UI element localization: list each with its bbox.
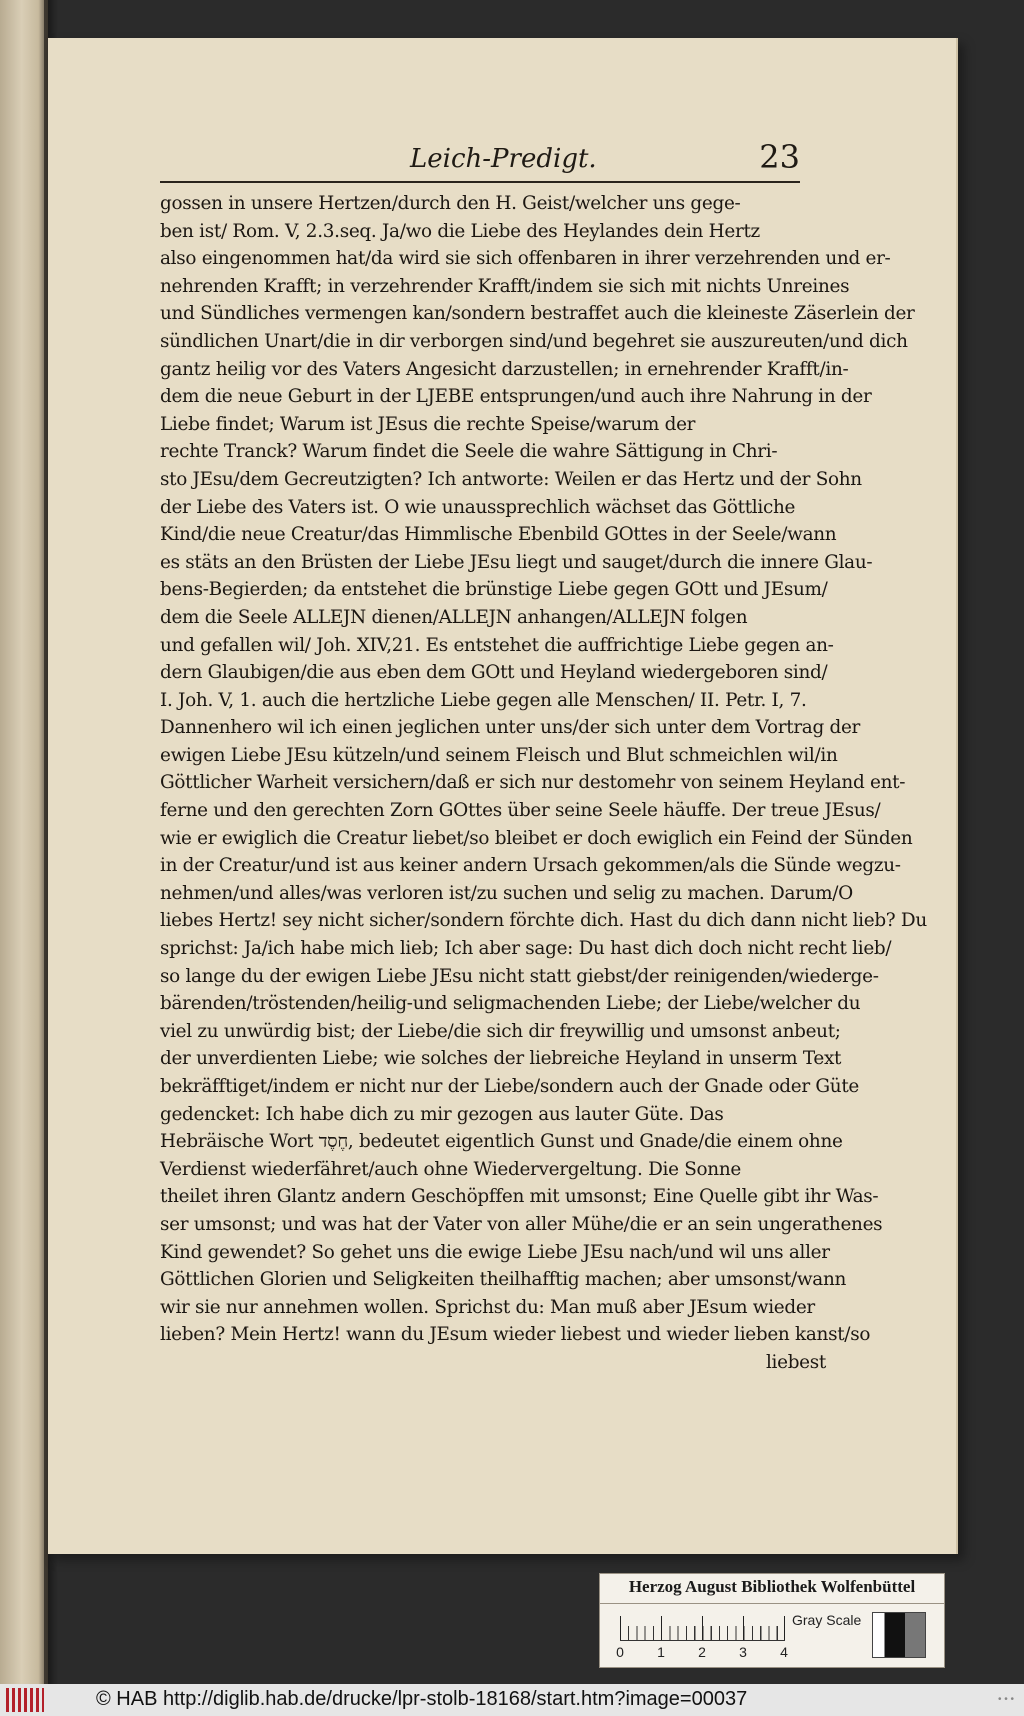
text-line: Kind/die neue Creatur/das Himmlische Ebenbild GOttes in der Seele/wann (160, 524, 837, 546)
body-text (160, 190, 927, 1377)
text-line: also eingenommen hat/da wird sie sich offenbaren in ihrer verzehrenden und er- (160, 248, 891, 270)
scale-number: 1 (657, 1644, 665, 1660)
text-line: Göttlichen Glorien und Seligkeiten theilhafftig machen; aber umsonst/wann (160, 1269, 847, 1291)
gray-scale-swatch (872, 1612, 926, 1658)
text-line: wie er ewiglich die Creatur liebet/so bleibet er doch ewiglich ein Feind der Sünden (160, 827, 913, 849)
stamp-divider (600, 1603, 944, 1604)
text-line: nehmen/und alles/was verloren ist/zu suchen und selig zu machen. Darum/O (160, 882, 853, 904)
hab-barcode-logo-icon (6, 1688, 44, 1712)
text-line: der unverdienten Liebe; wie solches der liebreiche Heyland in unserm Text (160, 1048, 842, 1070)
text-line: Verdienst wiederfähret/auch ohne Wiedervergeltung. Die Sonne (160, 1158, 741, 1180)
text-line: liebes Hertz! sey nicht sicher/sondern förchte dich. Hast du dich dann nicht lieb? Du (160, 910, 927, 932)
text-line: der Liebe des Vaters ist. O wie unaussprechlich wächset das Göttliche (160, 496, 796, 518)
text-line: und gefallen wil/ Joh. XIV,21. Es entstehet die auffrichtige Liebe gegen an- (160, 634, 834, 656)
text-line: sprichst: Ja/ich habe mich lieb; Ich aber sage: Du hast dich doch nicht recht lieb/ (160, 938, 892, 960)
text-line: ewigen Liebe JEsu kützeln/und seinem Fleisch und Blut schmeichlen wil/in (160, 744, 838, 766)
text-line: viel zu unwürdig bist; der Liebe/die sich dir freywillig und umsonst anbeut; (160, 1020, 841, 1042)
text-line: dem die Seele ALLEJN dienen/ALLEJN anhangen/ALLEJN folgen (160, 606, 748, 628)
text-line: sto JEsu/dem Gecreutzigten? Ich antworte: Weilen er das Hertz und der Sohn (160, 468, 862, 490)
text-line: ben ist/ Rom. V, 2.3.seq. Ja/wo die Liebe des Heylandes dein Hertz (160, 220, 760, 242)
text-line: gedencket: Ich habe dich zu mir gezogen aus lauter Güte. Das (160, 1103, 724, 1125)
text-line: bärenden/tröstenden/heilig-und seligmachenden Liebe; der Liebe/welcher du (160, 993, 861, 1015)
text-line: dem die neue Geburt in der LJEBE entsprungen/und auch ihre Nahrung in der (160, 386, 872, 408)
gray-scale-label: Gray Scale (792, 1612, 862, 1628)
scale-number: 3 (739, 1644, 747, 1660)
text-line: bekräfftiget/indem er nicht nur der Liebe/sondern auch der Gnade oder Güte (160, 1076, 859, 1097)
library-stamp (599, 1573, 945, 1668)
footer-bar (0, 1684, 1024, 1716)
text-line: Hebräische Wort חֶסֶד, bedeutet eigentlich Gunst und Gnade/die einem ohne (160, 1131, 843, 1153)
text-line: theilet ihren Glantz andern Geschöpffen mit umsonst; Eine Quelle gibt ihr Was- (160, 1186, 879, 1208)
text-line: ferne und den gerechten Zorn GOttes über seine Seele häuffe. Der treue JEsus/ (160, 800, 881, 822)
footer-dots: • • • (997, 1694, 1014, 1705)
text-line: gossen in unsere Hertzen/durch den H. Geist/welcher uns gege- (160, 193, 741, 214)
page-number: 23 (759, 138, 800, 176)
library-name: Herzog August Bibliothek Wolfenbüttel (628, 1577, 916, 1596)
page-header (160, 140, 800, 176)
catchword: liebest (765, 1351, 826, 1373)
measurement-scale (620, 1610, 785, 1641)
text-line: lieben? Mein Hertz! wann du JEsum wieder liebest und wieder lieben kanst/so (160, 1324, 871, 1346)
text-line: I. Joh. V, 1. auch die hertzliche Liebe gegen alle Menschen/ II. Petr. I, 7. (160, 689, 807, 711)
text-line: Dannenhero wil ich einen jeglichen unter uns/der sich unter dem Vortrag der (160, 717, 861, 739)
text-line: ser umsonst; und was hat der Vater von aller Mühe/die er an sein ungerathenes (160, 1213, 883, 1235)
text-line: bens-Begierden; da entstehet die brünstige Liebe gegen GOtt und JEsum/ (160, 579, 828, 601)
text-line: so lange du der ewigen Liebe JEsu nicht statt giebst/der reinigenden/wiederge- (160, 965, 879, 987)
text-line: sündlichen Unart/die in dir verborgen sind/und begehret sie auszureuten/und dich (160, 330, 908, 352)
text-line: dern Glaubigen/die aus eben dem GOtt und Heyland wiedergeboren sind/ (160, 662, 828, 684)
text-line: Liebe findet; Warum ist JEsus die rechte Speise/warum der (160, 413, 696, 435)
text-line: rechte Tranck? Warum findet die Seele die wahre Sättigung in Chri- (160, 441, 778, 463)
text-line: Göttlicher Warheit versichern/daß er sich nur destomehr von seinem Heyland ent- (160, 772, 906, 794)
running-title: Leich-Predigt. (410, 144, 597, 174)
text-line: es stäts an den Brüsten der Liebe JEsu liegt und sauget/durch die innere Glau- (160, 551, 873, 573)
copyright-url[interactable]: © HAB http://diglib.hab.de/drucke/lpr-stolb-18168/start.htm?image=00037 (96, 1688, 748, 1710)
scale-number: 2 (698, 1644, 706, 1660)
header-rule (160, 181, 800, 183)
text-line: nehrenden Krafft; in verzehrender Krafft/indem sie sich mit nichts Unreines (160, 275, 850, 297)
text-line: wir sie nur annehmen wollen. Sprichst du: Man muß aber JEsum wieder (160, 1296, 815, 1318)
scale-number: 4 (780, 1644, 788, 1660)
text-line: gantz heilig vor des Vaters Angesicht darzustellen; in ernehrender Krafft/in- (160, 358, 849, 380)
left-page-edge (0, 0, 48, 1684)
scale-number: 0 (616, 1644, 624, 1660)
text-line: Kind gewendet? So gehet uns die ewige Liebe JEsu nach/und wil uns aller (160, 1241, 830, 1263)
text-line: in der Creatur/und ist aus keiner andern Ursach gekommen/als die Sünde wegzu- (160, 855, 901, 877)
text-line: und Sündliches vermengen kan/sondern bestraffet auch die kleineste Zäserlein der (160, 303, 915, 325)
